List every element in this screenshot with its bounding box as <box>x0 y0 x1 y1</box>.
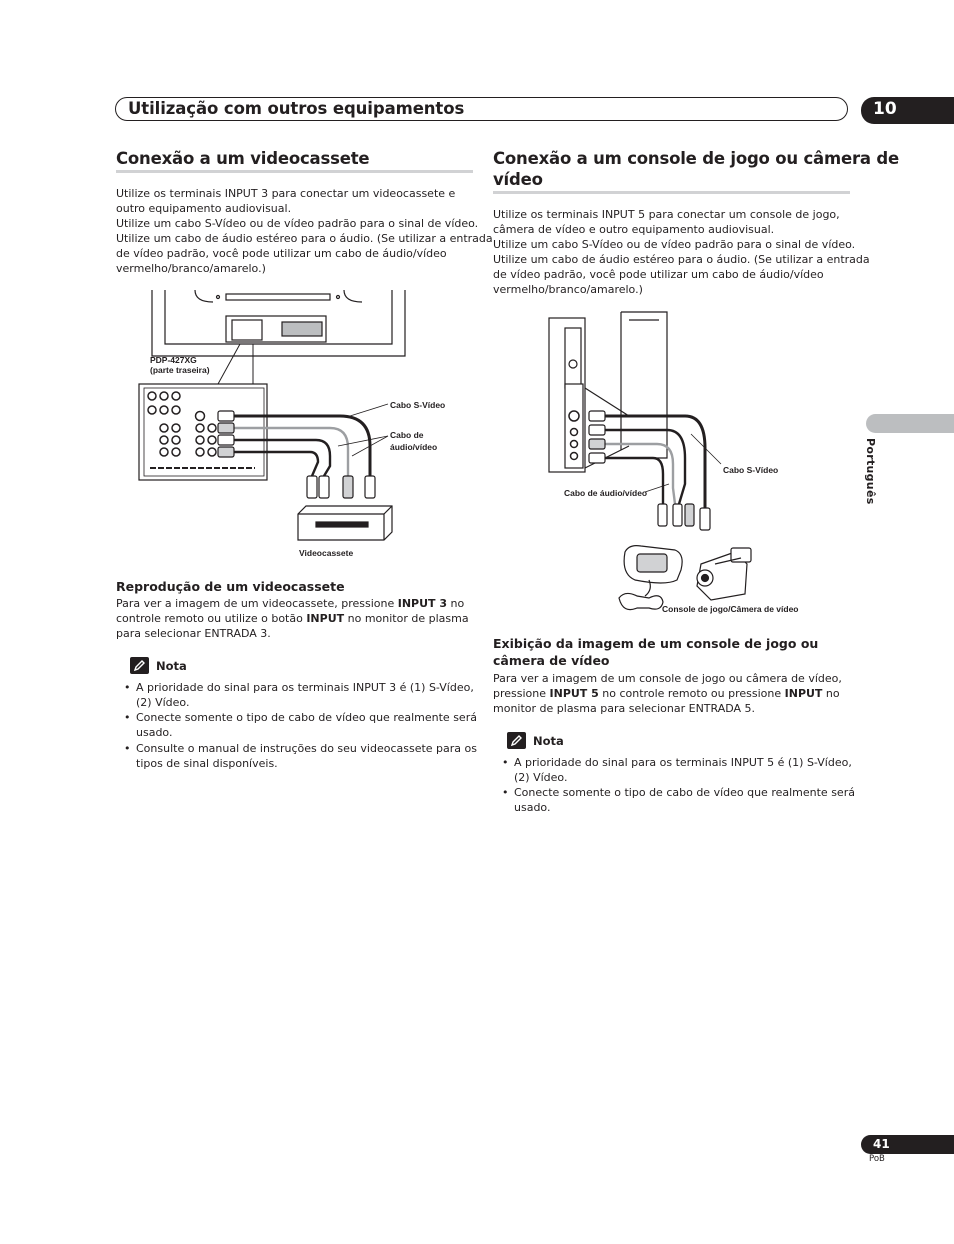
right-sub-title <box>493 635 818 669</box>
left-intro-line: vermelho/branco/amarelo.) <box>116 262 266 275</box>
note-line: (2) Vídeo. <box>514 771 568 784</box>
console-camera-label: Console de jogo/Câmera de vídeo <box>662 604 799 614</box>
right-note-header <box>507 732 564 749</box>
left-av-label-2: áudio/vídeo <box>390 442 438 452</box>
vcr-connection-diagram <box>130 286 430 558</box>
model-sub-label: (parte traseira) <box>150 365 210 375</box>
note-line: usado. <box>136 726 173 739</box>
note-line: A prioridade do sinal para os terminais INPUT 3 é (1) S-Vídeo, <box>136 681 474 694</box>
input-key: INPUT <box>784 687 823 700</box>
plasma-monitor-side <box>549 312 667 472</box>
bullet-dot: • <box>502 756 509 769</box>
game-console-device <box>619 546 682 610</box>
input-panel-zoom <box>139 384 267 480</box>
note-line: Consulte o manual de instruções do seu videocassete para os <box>136 742 477 755</box>
right-intro-line: vermelho/branco/amarelo.) <box>493 283 643 296</box>
right-sub-line: Para ver a imagem de um console de jogo ou câmera de vídeo, <box>493 672 842 685</box>
left-intro-line: Utilize os terminais INPUT 3 para conectar um videocassete e <box>116 187 456 200</box>
bullet-dot: • <box>502 786 509 799</box>
left-svideo-label: Cabo S-Vídeo <box>390 400 446 410</box>
page-number-tab <box>861 1135 954 1154</box>
chapter-header-bar <box>115 97 848 121</box>
bullet-dot: • <box>124 711 131 724</box>
left-intro-line: Utilize um cabo S-Vídeo ou de vídeo padrão para o sinal de vídeo. <box>116 217 479 230</box>
note-line: (2) Vídeo. <box>136 696 190 709</box>
note-label: Nota <box>533 733 564 748</box>
model-label: PDP-427XG <box>150 355 197 365</box>
left-title-rule <box>116 170 473 173</box>
right-intro-line: Utilize um cabo S-Vídeo ou de vídeo padrão para o sinal de vídeo. <box>493 238 856 251</box>
right-sub-title-line: câmera de vídeo <box>493 653 610 668</box>
right-sub-paragraph <box>493 671 842 716</box>
text: Para ver a imagem de um videocassete, pressione <box>116 597 398 610</box>
plasma-monitor-rear <box>152 290 405 356</box>
left-intro-line: Utilize um cabo de áudio estéreo para o áudio. (Se utilizar a entrada <box>116 232 493 245</box>
left-intro-line: de vídeo padrão, você pode utilizar um cabo de áudio/vídeo <box>116 247 447 260</box>
right-av-label: Cabo de áudio/vídeo <box>564 488 648 498</box>
right-sub-title-line: Exibição da imagem de um console de jogo ou <box>493 636 819 651</box>
right-sub-line: monitor de plasma para selecionar ENTRADA 5. <box>493 702 756 715</box>
videocassete-device <box>298 506 392 540</box>
right-title-line: Conexão a um console de jogo ou câmera de <box>493 149 899 168</box>
input-key: INPUT <box>306 612 345 625</box>
left-sub-paragraph <box>116 596 469 641</box>
note-label: Nota <box>156 658 187 673</box>
right-sub-line <box>493 686 842 701</box>
side-plugs <box>589 411 605 463</box>
camcorder-device <box>697 548 751 600</box>
right-intro-line: de vídeo padrão, você pode utilizar um cabo de áudio/vídeo <box>493 268 824 281</box>
left-sub-line <box>116 611 469 626</box>
text: pressione <box>493 687 550 700</box>
note-line: Conecte somente o tipo de cabo de vídeo que realmente será <box>136 711 477 724</box>
left-intro <box>116 186 493 276</box>
left-note-item <box>124 741 477 771</box>
left-note-item <box>124 710 477 740</box>
text: no controle remoto ou pressione <box>598 687 785 700</box>
game-console-connection-diagram <box>545 308 805 618</box>
pencil-icon <box>130 657 149 674</box>
chapter-title: Utilização com outros equipamentos <box>128 99 465 118</box>
right-title-line: vídeo <box>493 170 543 189</box>
input5-key: INPUT 5 <box>549 687 599 700</box>
right-title-rule <box>493 191 850 194</box>
left-note-header <box>130 657 187 674</box>
right-intro-line: Utilize um cabo de áudio estéreo para o áudio. (Se utilizar a entrada <box>493 253 870 266</box>
left-sub-line: para selecionar ENTRADA 3. <box>116 627 271 640</box>
right-note-item <box>502 785 855 815</box>
right-intro <box>493 207 870 297</box>
right-note-item <box>502 755 852 785</box>
device-plugs-r <box>658 504 710 530</box>
input3-key: INPUT 3 <box>397 597 448 610</box>
left-section-title: Conexão a um videocassete <box>116 149 370 168</box>
note-line: tipos de sinal disponíveis. <box>136 757 278 770</box>
vcr-label: Videocassete <box>299 548 354 558</box>
left-note-item <box>124 680 474 710</box>
left-sub-line <box>116 596 469 611</box>
left-intro-line: outro equipamento audiovisual. <box>116 202 292 215</box>
note-line: Conecte somente o tipo de cabo de vídeo que realmente será <box>514 786 855 799</box>
text: no monitor de plasma <box>344 612 469 625</box>
pencil-icon <box>507 732 526 749</box>
chapter-number: 10 <box>873 99 897 119</box>
chapter-number-tab <box>861 97 954 124</box>
language-tab <box>866 414 954 433</box>
bullet-dot: • <box>124 681 131 694</box>
text: no <box>447 597 465 610</box>
language-label: Português <box>864 438 877 505</box>
left-av-label-1: Cabo de <box>390 430 424 440</box>
right-intro-line: Utilize os terminais INPUT 5 para conectar um console de jogo, <box>493 208 840 221</box>
right-intro-line: câmera de vídeo e outro equipamento audiovisual. <box>493 223 775 236</box>
bullet-dot: • <box>124 742 131 755</box>
note-line: A prioridade do sinal para os terminais INPUT 5 é (1) S-Vídeo, <box>514 756 852 769</box>
text: no <box>822 687 840 700</box>
page-number: 41 <box>873 1137 890 1151</box>
text: controle remoto ou utilize o botão <box>116 612 307 625</box>
device-plugs <box>307 476 375 498</box>
note-line: usado. <box>514 801 551 814</box>
page-code: PoB <box>869 1154 885 1164</box>
right-svideo-label: Cabo S-Vídeo <box>723 465 779 475</box>
right-section-title <box>493 148 899 190</box>
left-sub-title: Reprodução de um videocassete <box>116 579 345 594</box>
